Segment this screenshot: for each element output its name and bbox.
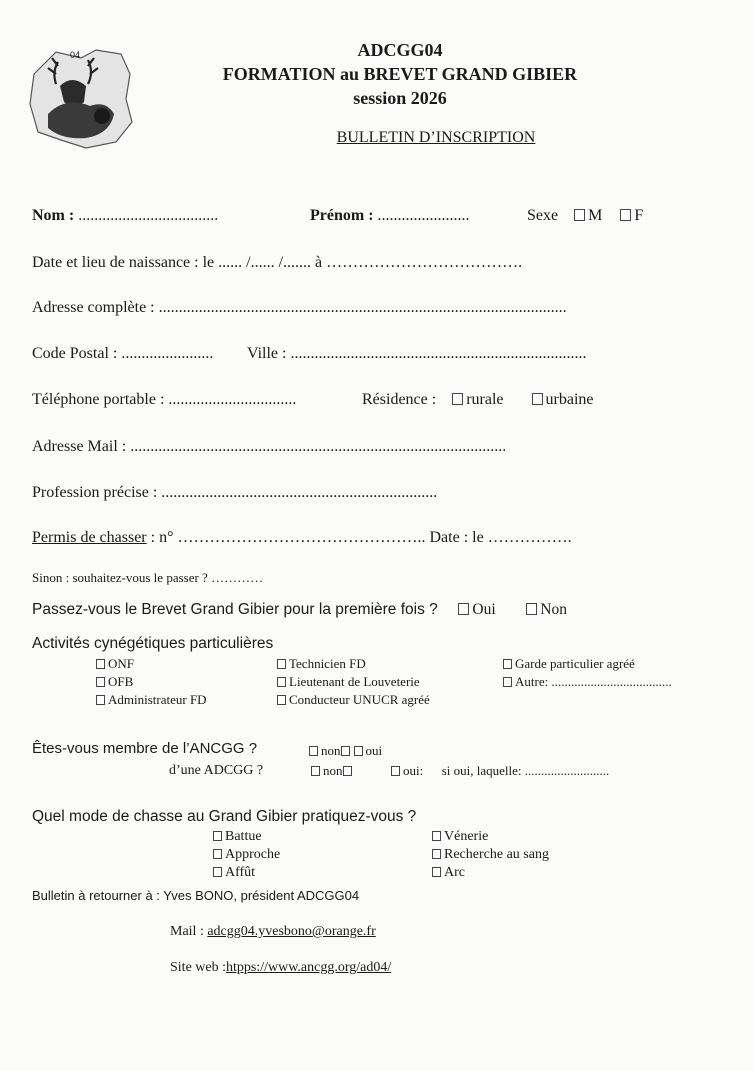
sexe-field (527, 207, 643, 225)
checkbox-icon (277, 659, 286, 669)
nom-blank: ................................... (78, 207, 219, 224)
mode-question: Quel mode de chasse au Grand Gibier pratiquez-vous ? (32, 808, 417, 825)
contact-web (170, 960, 391, 976)
urbaine-checkbox[interactable] (532, 393, 543, 405)
rurale-label: rurale (466, 391, 504, 408)
mode-item[interactable] (213, 865, 255, 881)
checkbox-icon (96, 659, 105, 669)
mail-label: Mail : (170, 924, 208, 939)
contact-mail (170, 924, 376, 940)
permis-label: Permis de chasser (32, 529, 147, 546)
membre-ancgg-options (309, 743, 382, 759)
mail-field[interactable]: Adresse Mail : .............................................................................................. (32, 438, 507, 455)
activite-label: OFB (108, 674, 134, 689)
sexe-f-checkbox[interactable] (620, 209, 631, 221)
checkbox-icon (96, 677, 105, 687)
activite-item[interactable] (277, 674, 420, 690)
retour-text: Bulletin à retourner à : Yves BONO, président ADCGG04 (32, 888, 360, 903)
checkbox-icon (277, 677, 286, 687)
page-title: FORMATION au BREVET GRAND GIBIER (222, 64, 578, 84)
ancgg-non-checkbox[interactable] (309, 746, 318, 756)
checkbox-icon (432, 849, 441, 859)
sexe-m-checkbox[interactable] (574, 209, 585, 221)
checkbox-icon (432, 867, 441, 877)
mode-label: Vénerie (444, 829, 489, 844)
activite-item[interactable] (96, 656, 134, 672)
sexe-m-label: M (588, 207, 603, 224)
mode-label: Battue (225, 829, 262, 844)
telephone-field[interactable]: Téléphone portable : ................................ (32, 391, 297, 408)
residence-field (362, 391, 594, 409)
mode-label: Arc (444, 865, 465, 880)
activite-label: Conducteur UNUCR agréé (289, 692, 430, 707)
profession-field[interactable]: Profession précise : ..................................................................... (32, 484, 438, 501)
checkbox-icon (277, 695, 286, 705)
mail-link[interactable]: adcgg04.yvesbono@orange.fr (207, 924, 376, 939)
org-name: ADCGG04 (357, 40, 443, 60)
association-logo (26, 44, 134, 150)
nom-label: Nom : (32, 207, 75, 224)
logo-text: 04 (70, 50, 81, 60)
prenom-label: Prénom : (310, 207, 374, 224)
permis-rest: : n° ……………………………………….. Date : le ……………. (146, 529, 572, 546)
mode-label: Affût (225, 865, 256, 880)
ville-field[interactable]: Ville : .......................................................................... (247, 345, 587, 362)
adcgg-oui-label: oui: (403, 763, 424, 778)
premiere-oui-label: Oui (472, 601, 496, 618)
premiere-fois-question: Passez-vous le Brevet Grand Gibier pour la première fois ? (32, 601, 438, 618)
mode-label: Recherche au sang (444, 847, 549, 862)
rurale-checkbox[interactable] (452, 393, 463, 405)
activite-label: Technicien FD (289, 656, 366, 671)
activite-item[interactable] (96, 674, 133, 690)
adcgg-extra-checkbox[interactable] (343, 766, 352, 776)
code-postal-field[interactable]: Code Postal : ....................... (32, 345, 214, 362)
activite-item[interactable] (277, 656, 366, 672)
checkbox-icon (96, 695, 105, 705)
ancgg-oui-label: oui (365, 743, 383, 758)
mode-item[interactable] (213, 829, 262, 845)
adcgg-oui-checkbox[interactable] (391, 766, 400, 776)
naissance-field[interactable]: Date et lieu de naissance : le ...... /...... /....... à ………………………………. (32, 254, 523, 271)
membre-adcgg-options (311, 763, 609, 779)
mode-label: Approche (225, 847, 281, 862)
activite-item[interactable] (96, 692, 207, 708)
activite-label: ONF (108, 656, 135, 671)
activite-item[interactable] (503, 656, 635, 672)
activite-label: Lieutenant de Louveterie (289, 674, 420, 689)
premiere-non-label: Non (540, 601, 567, 618)
nom-field[interactable] (32, 207, 218, 225)
sinon-field[interactable]: Sinon : souhaitez-vous le passer ? ………… (32, 570, 264, 585)
sexe-f-label: F (634, 207, 644, 224)
mode-item[interactable] (432, 865, 465, 881)
residence-label: Résidence : (362, 391, 437, 408)
adcgg-laquelle-field[interactable]: si oui, laquelle: .......................... (441, 763, 610, 778)
activite-item[interactable] (277, 692, 430, 708)
sexe-label: Sexe (527, 207, 559, 224)
checkbox-icon (213, 867, 222, 877)
activites-title: Activités cynégétiques particulières (32, 635, 274, 652)
adcgg-non-label: non (323, 763, 343, 778)
ancgg-oui-checkbox[interactable] (341, 746, 350, 756)
activite-label: Autre: ..................................... (515, 674, 672, 689)
prenom-field[interactable] (310, 207, 470, 225)
web-label: Site web : (170, 960, 226, 975)
premiere-oui-checkbox[interactable] (458, 603, 469, 615)
checkbox-icon (213, 849, 222, 859)
mode-item[interactable] (432, 829, 488, 845)
adresse-field[interactable]: Adresse complète : ...................................................................................................... (32, 299, 567, 316)
membre-adcgg-label: d’une ADCGG ? (169, 763, 264, 778)
activite-item[interactable] (503, 674, 672, 690)
premiere-non-checkbox[interactable] (526, 603, 537, 615)
adcgg-non-checkbox[interactable] (311, 766, 320, 776)
prenom-blank: ....................... (377, 207, 470, 224)
form-title: BULLETIN D’INSCRIPTION (336, 129, 536, 146)
activite-label: Administrateur FD (108, 692, 207, 707)
ancgg-non-label: non (321, 743, 341, 758)
mode-item[interactable] (432, 847, 549, 863)
membre-ancgg-label: Êtes-vous membre de l’ANCGG ? (32, 740, 258, 757)
ancgg-oui-checkbox-2[interactable] (354, 746, 363, 756)
mode-item[interactable] (213, 847, 280, 863)
permis-field[interactable] (32, 529, 572, 547)
premiere-fois-row (32, 601, 567, 619)
session-label: session 2026 (353, 88, 447, 108)
web-link[interactable]: htpps://www.ancgg.org/ad04/ (226, 960, 392, 975)
checkbox-icon (432, 831, 441, 841)
checkbox-icon (503, 659, 512, 669)
urbaine-label: urbaine (545, 391, 594, 408)
activite-label: Garde particulier agréé (515, 656, 635, 671)
checkbox-icon (213, 831, 222, 841)
checkbox-icon (503, 677, 512, 687)
